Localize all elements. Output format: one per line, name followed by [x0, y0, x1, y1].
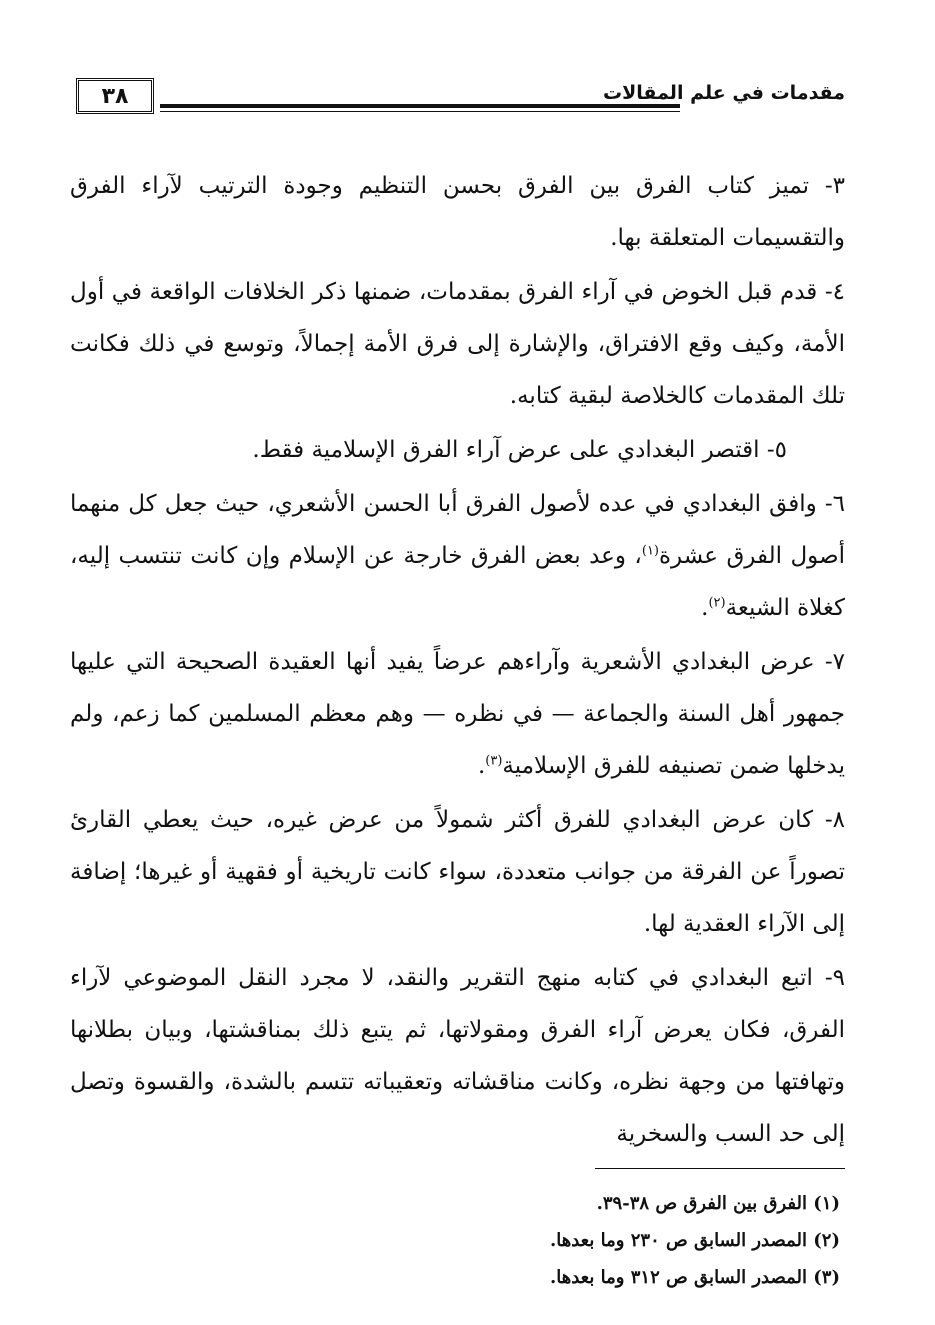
paragraph-text: عرض البغدادي الأشعرية وآراءهم عرضاً يفيد أنها العقيدة الصحيحة التي عليها جمهور أهل السنة والجماعة — في نظره — وهم معظم المسلمين كما زعم، ولم يدخلها ضمن تصنيفه للفرق الإسلامية: [70, 649, 845, 779]
footnote-marker[interactable]: (٣): [485, 753, 503, 769]
running-title: مقدمات في علم المقالات: [603, 82, 845, 104]
page-number: ٣٨: [76, 78, 154, 114]
paragraph-text: اقتصر البغدادي على عرض آراء الفرق الإسلامية فقط.: [252, 437, 760, 463]
paragraph-3: [70, 160, 845, 264]
paragraph-text: تميز كتاب الفرق بين الفرق بحسن التنظيم وجودة الترتيب لآراء الفرق والتقسيمات المتعلقة بها.: [70, 173, 845, 251]
paragraph-text: كان عرض البغدادي للفرق أكثر شمولاً من عرض غيره، حيث يعطي القارئ تصوراً عن الفرقة من جوانب متعددة، سواء كانت تاريخية أو فقهية أو غيرها؛ إضافة إلى الآراء العقدية لها.: [70, 807, 845, 937]
item-number: ٨-: [824, 807, 846, 833]
header-rule-thin: [160, 111, 680, 112]
item-number: ٣-: [824, 173, 845, 199]
paragraph-8: [70, 794, 845, 950]
paragraph-text: .: [701, 595, 709, 621]
footnote-marker[interactable]: (١): [641, 543, 659, 559]
paragraph-text: .: [477, 753, 486, 779]
body-text: [70, 160, 845, 1162]
footnote-marker[interactable]: (٢): [708, 595, 726, 611]
item-number: ٩-: [824, 965, 845, 991]
item-number: ٥-: [766, 437, 787, 463]
footnote-2: (٢) المصدر السابق ص ٢٣٠ وما بعدها.: [549, 1230, 840, 1251]
footnote-3: (٣) المصدر السابق ص ٣١٢ وما بعدها.: [549, 1267, 840, 1288]
page-header: [76, 78, 845, 122]
footnote-separator: [595, 1168, 845, 1169]
paragraph-text: اتبع البغدادي في كتابه منهج التقرير والنقد، لا مجرد النقل الموضوعي لآراء الفرق، فكان يعرض آراء الفرق ومقولاتها، ثم يتبع ذلك بمناقشتها، وبيان بطلانها وتهافتها من وجهة نظره، وكانت مناقشاته وتعقيباته تتسم بالشدة، والقسوة وتصل إلى حد السب والسخرية: [70, 965, 845, 1147]
header-rule: [160, 104, 680, 108]
paragraph-6: [70, 478, 845, 634]
item-number: ٦-: [824, 491, 846, 517]
paragraph-text: وافق البغدادي في عده لأصول الفرق أبا الحسن الأشعري، حيث جعل كل منهما أصول الفرق عشرة: [70, 491, 845, 569]
paragraph-text: ، وعد بعض الفرق خارجة عن الإسلام وإن كانت تنتسب إليه، كغلاة الشيعة: [70, 543, 845, 621]
paragraph-9: [70, 952, 845, 1160]
paragraph-text: قدم قبل الخوض في آراء الفرق بمقدمات، ضمنها ذكر الخلافات الواقعة في أول الأمة، وكيف وقع الافتراق، والإشارة إلى فرق الأمة إجمالاً، وتوسع في ذلك فكانت تلك المقدمات كالخلاصة لبقية كتابه.: [70, 279, 845, 409]
paragraph-7: [70, 636, 845, 792]
paragraph-4: [70, 266, 845, 422]
item-number: ٧-: [824, 649, 845, 675]
paragraph-5: [70, 424, 845, 476]
footnotes: [550, 1185, 840, 1296]
item-number: ٤-: [824, 279, 845, 305]
footnote-1: (١) الفرق بين الفرق ص ٣٨-٣٩.: [596, 1193, 840, 1214]
